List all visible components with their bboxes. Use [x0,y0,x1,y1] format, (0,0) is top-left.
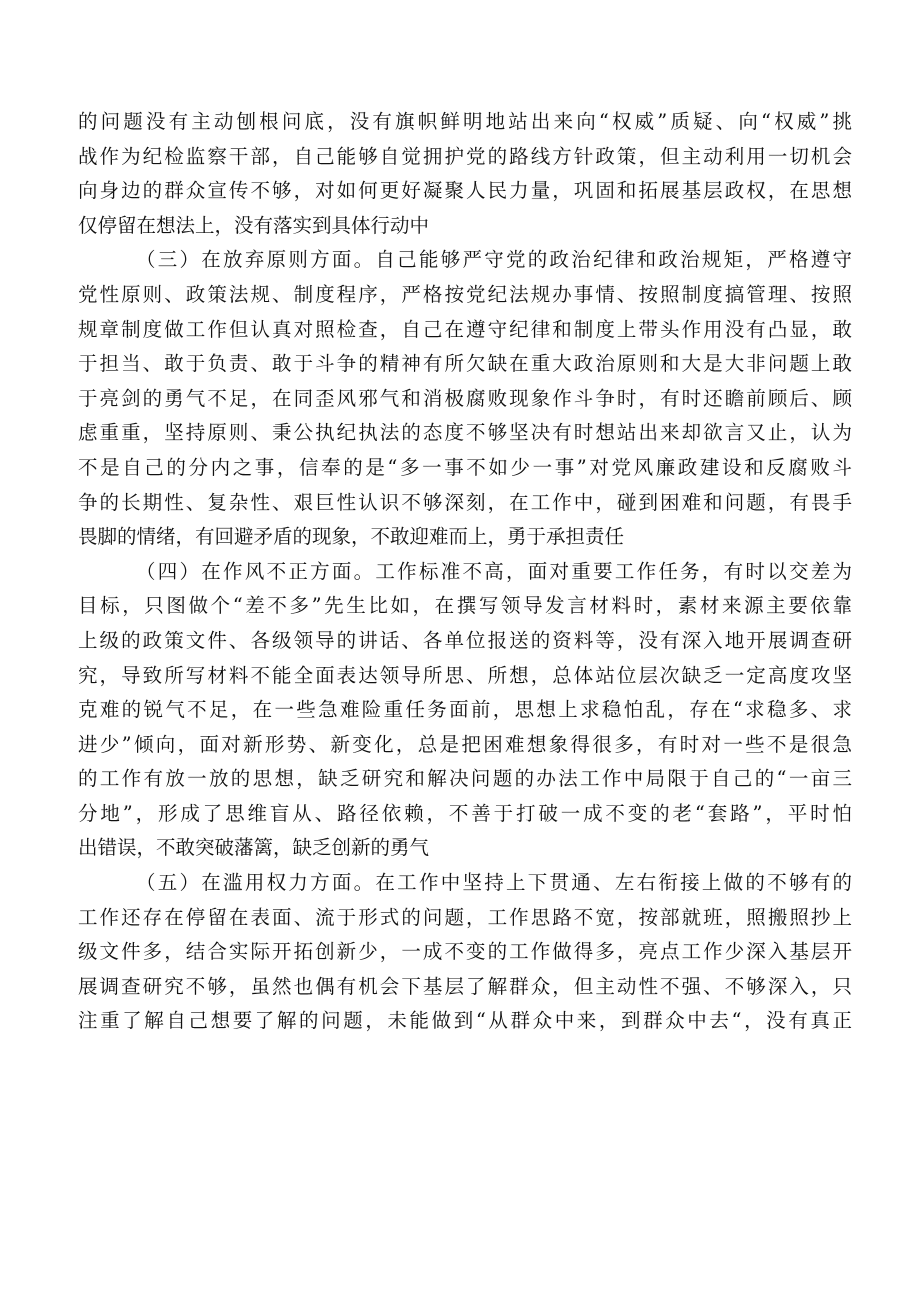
text-line: 党性原则、政策法规、制度程序，严格按党纪法规办事情、按照制度搞管理、按照 [78,282,852,306]
text-line: 争的长期性、复杂性、艰巨性认识不够深刻，在工作中，碰到困难和问题，有畏手 [78,490,852,514]
text-line: 战作为纪检监察干部，自己能够自觉拥护党的路线方针政策，但主动利用一切机会 [78,144,852,168]
paragraph-principles [78,243,852,554]
text-line: 注重了解自己想要了解的问题，未能做到“从群众中来，到群众中去“，没有真正 [78,1009,852,1033]
text-line: 于亮剑的勇气不足，在同歪风邪气和消极腐败现象作斗争时，有时还瞻前顾后、顾 [78,386,852,410]
text-line: 出错误，不敢突破藩篱，缺乏创新的勇气 [78,836,430,860]
text-line: 虑重重，坚持原则、秉公执纪执法的态度不够坚决有时想站出来却欲言又止，认为 [78,421,852,445]
text-line: 克难的锐气不足，在一些急难险重任务面前，思想上求稳怕乱，存在“求稳多、求 [78,698,852,722]
text-line: 的问题没有主动刨根问底，没有旗帜鲜明地站出来向“权威”质疑、向“权威”挑 [78,110,852,133]
text-line: 规章制度做工作但认真对照检查，自己在遵守纪律和制度上带头作用没有凸显，敢 [78,317,852,341]
text-line: 分地”，形成了思维盲从、路径依赖，不善于打破一成不变的老“套路”，平时怕 [78,801,852,825]
paragraph-work-style [78,555,852,866]
text-line: 仅停留在想法上，没有落实到具体行动中 [78,213,430,237]
text-line: 展调查研究不够，虽然也偶有机会下基层了解群众，但主动性不强、不够深入，只 [78,974,852,998]
text-line: 向身边的群众宣传不够，对如何更好凝聚人民力量，巩固和拓展基层政权，在思想 [78,179,852,203]
text-line: 目标，只图做个“差不多”先生比如，在撰写领导发言材料时，素材来源主要依靠 [78,594,852,618]
text-line: 进少”倾向，面对新形势、新变化，总是把困难想象得很多，有时对一些不是很急 [78,732,852,756]
document-page [78,105,852,1039]
text-line: 上级的政策文件、各级领导的讲话、各单位报送的资料等，没有深入地开展调查研 [78,628,852,652]
text-line: 于担当、敢于负责、敢于斗争的精神有所欠缺在重大政治原则和大是大非问题上敢 [78,352,852,376]
text-line: 不是自己的分内之事，信奉的是“多一事不如少一事”对党风廉政建设和反腐败斗 [78,455,852,479]
text-line: 究，导致所写材料不能全面表达领导所思、所想，总体站位层次缺乏一定高度攻坚 [78,663,852,687]
text-line: （三）在放弃原则方面。自己能够严守党的政治纪律和政治规矩，严格遵守 [136,248,852,272]
text-line: 的工作有放一放的思想，缺乏研究和解决问题的办法工作中局限于自己的“一亩三 [78,767,852,791]
paragraph-abuse-of-power [78,866,852,1039]
text-line: （四）在作风不正方面。工作标准不高，面对重要工作任务，有时以交差为 [136,559,852,583]
paragraph-continuation [78,105,852,243]
text-line: （五）在滥用权力方面。在工作中坚持上下贯通、左右衔接上做的不够有的 [136,871,852,895]
text-line: 级文件多，结合实际开拓创新少，一成不变的工作做得多，亮点工作少深入基层开 [78,940,852,964]
text-line: 畏脚的情绪，有回避矛盾的现象，不敢迎难而上，勇于承担责任 [78,525,625,549]
text-line: 工作还存在停留在表面、流于形式的问题，工作思路不宽，按部就班，照搬照抄上 [78,905,852,929]
